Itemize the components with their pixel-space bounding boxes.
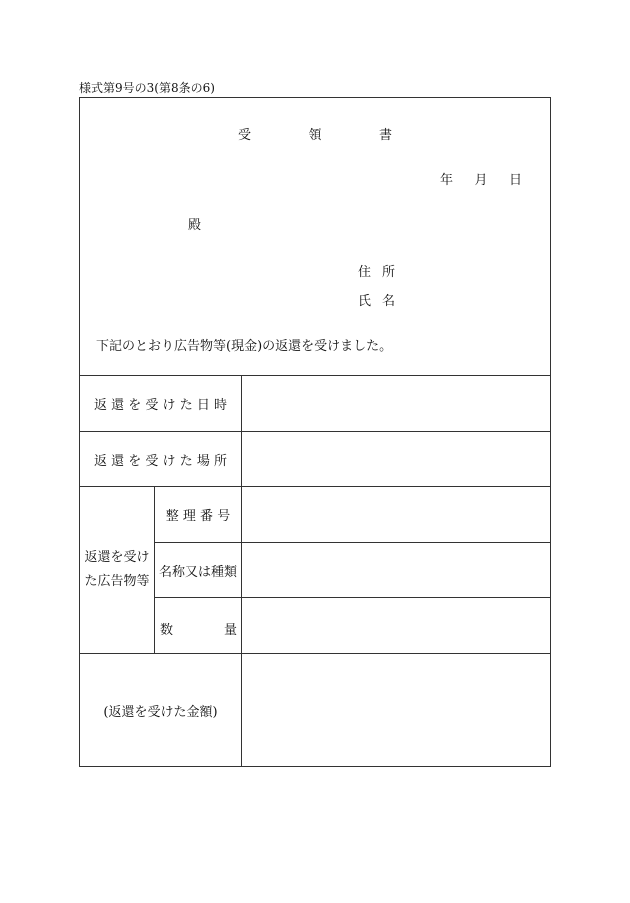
quantity-value (242, 598, 550, 653)
date-year: 年 (440, 173, 454, 188)
returned-items-line-1: 返還を受け (84, 550, 150, 565)
returned-amount-label: (返還を受けた金額) (103, 704, 218, 720)
title-char-3: 書 (378, 128, 392, 143)
date-month: 月 (474, 173, 488, 188)
serial-number-value (242, 487, 550, 542)
quantity-char-1: 数 (160, 623, 174, 638)
serial-number-label: 整 理 番 号 (165, 509, 231, 524)
return-datetime-value (242, 376, 550, 431)
quantity-char-2: 量 (223, 623, 237, 638)
return-place-value (242, 432, 550, 486)
address-label (358, 261, 395, 280)
name-char-1: 氏 (358, 294, 372, 309)
name-or-type-value (242, 543, 550, 597)
returned-amount-value (242, 654, 550, 766)
statement-text: 下記のとおり広告物等(現金)の返還を受けました。 (96, 339, 393, 354)
return-datetime-label: 返 還 を 受 け た 日 時 (94, 398, 227, 413)
form-number: 様式第9号の3(第8条の6) (79, 81, 215, 95)
quantity-label (160, 619, 237, 638)
title-char-2: 領 (308, 128, 322, 143)
date-line (440, 169, 522, 188)
title-char-1: 受 (238, 128, 252, 143)
address-char-1: 住 (358, 265, 372, 280)
date-day: 日 (508, 173, 522, 188)
document-title (238, 124, 392, 143)
name-char-2: 名 (381, 294, 395, 309)
name-label (358, 290, 395, 309)
returned-items-label (80, 487, 154, 653)
name-or-type-label: 名称又は種類 (158, 564, 237, 580)
address-char-2: 所 (381, 265, 395, 280)
return-place-label: 返 還 を 受 け た 場 所 (94, 453, 227, 469)
returned-items-line-2: た広告物等 (84, 574, 150, 589)
addressee-honorific: 殿 (188, 218, 202, 233)
